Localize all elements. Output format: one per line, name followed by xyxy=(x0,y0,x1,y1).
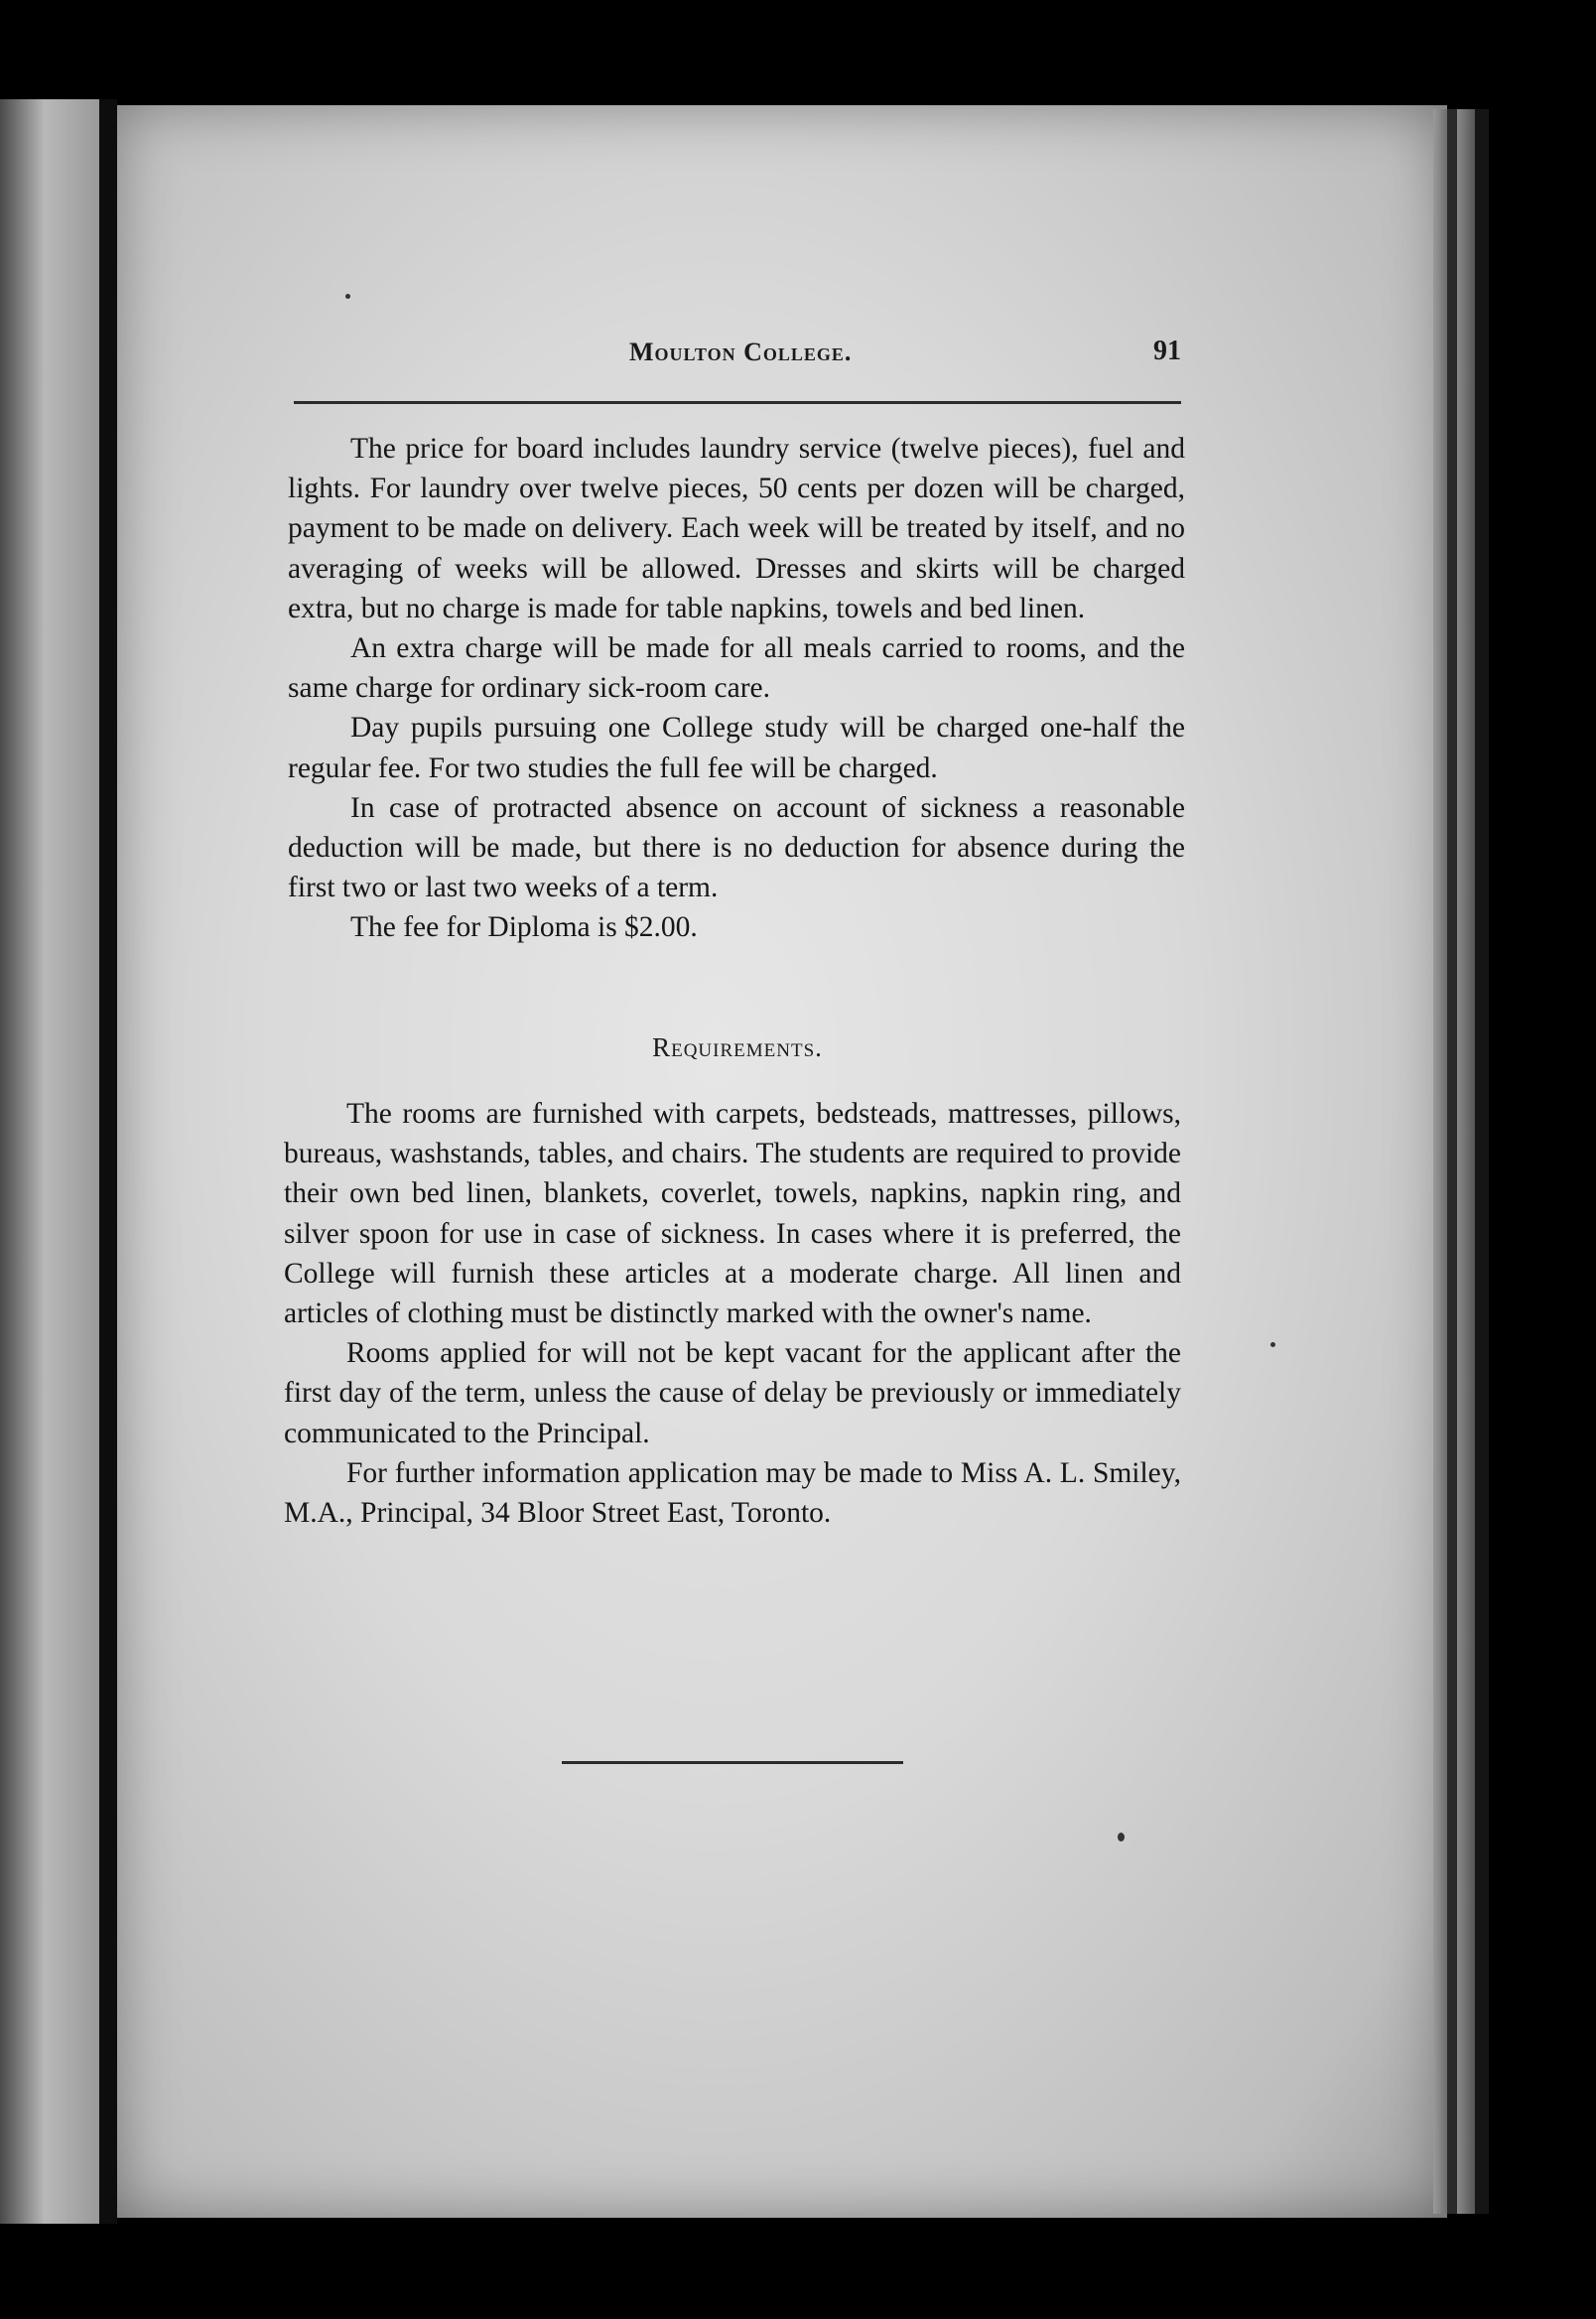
section-heading: Requirements. xyxy=(652,1032,823,1062)
page-edge xyxy=(1475,109,1489,2214)
page-number: 91 xyxy=(1153,336,1181,366)
book-gutter xyxy=(99,99,117,2224)
paragraph: The fee for Diploma is $2.00. xyxy=(350,911,698,944)
end-rule xyxy=(562,1761,903,1764)
paragraph: The price for board includes laundry service (twelve pieces), fuel and lights. For laundry over twelve pieces, 50 cents per dozen will be charged, payment to be made on delivery. Each week will be treated by itself, and no averaging of weeks will be allowed. Dresses and skirts will be charged extra, but no charge is made for table napkins, towels and bed linen. xyxy=(288,433,1185,624)
paragraph: An extra charge will be made for all meals carried to rooms, and the same charge for ordinary sick-room care. xyxy=(288,632,1185,705)
running-head xyxy=(294,338,1181,381)
paragraph: Rooms applied for will not be kept vacant for the applicant after the first day of the term, unless the cause of delay be previously or immediately communicated to the Principal. xyxy=(284,1337,1181,1449)
ink-speck xyxy=(1270,1342,1275,1347)
paragraph: In case of protracted absence on account of sickness a reasonable deduction will be made, but there is no deduction for absence during the first two or last two weeks of a term. xyxy=(288,791,1185,904)
paragraph: Day pupils pursuing one College study will be charged one-half the regular fee. For two studies the full fee will be charged. xyxy=(288,712,1185,784)
page-edge xyxy=(1457,109,1475,2214)
requirements-text xyxy=(284,1094,1181,1533)
header-rule xyxy=(294,401,1181,404)
page-edge xyxy=(1447,109,1457,2214)
paragraph: The rooms are furnished with carpets, bedsteads, mattresses, pillows, bureaus, washstands, tables, and chairs. The students are required to provide their own bed linen, blankets, coverlet, towels, napkins, napkin ring, and silver spoon for use in case of sickness. In cases where it is preferred, the College will furnish these articles at a moderate charge. All linen and articles of clothing must be distinctly marked with the owner's name. xyxy=(284,1098,1181,1330)
running-title: Moulton College. xyxy=(629,338,853,366)
ink-speck xyxy=(345,294,350,299)
page-edge xyxy=(1433,109,1447,2214)
facing-page-edge xyxy=(0,99,99,2224)
paragraph: For further information application may be made to Miss A. L. Smiley, M.A., Principal, 34 Bloor Street East, Toronto. xyxy=(284,1456,1181,1530)
fees-text xyxy=(288,429,1185,948)
ink-speck xyxy=(1118,1833,1125,1842)
